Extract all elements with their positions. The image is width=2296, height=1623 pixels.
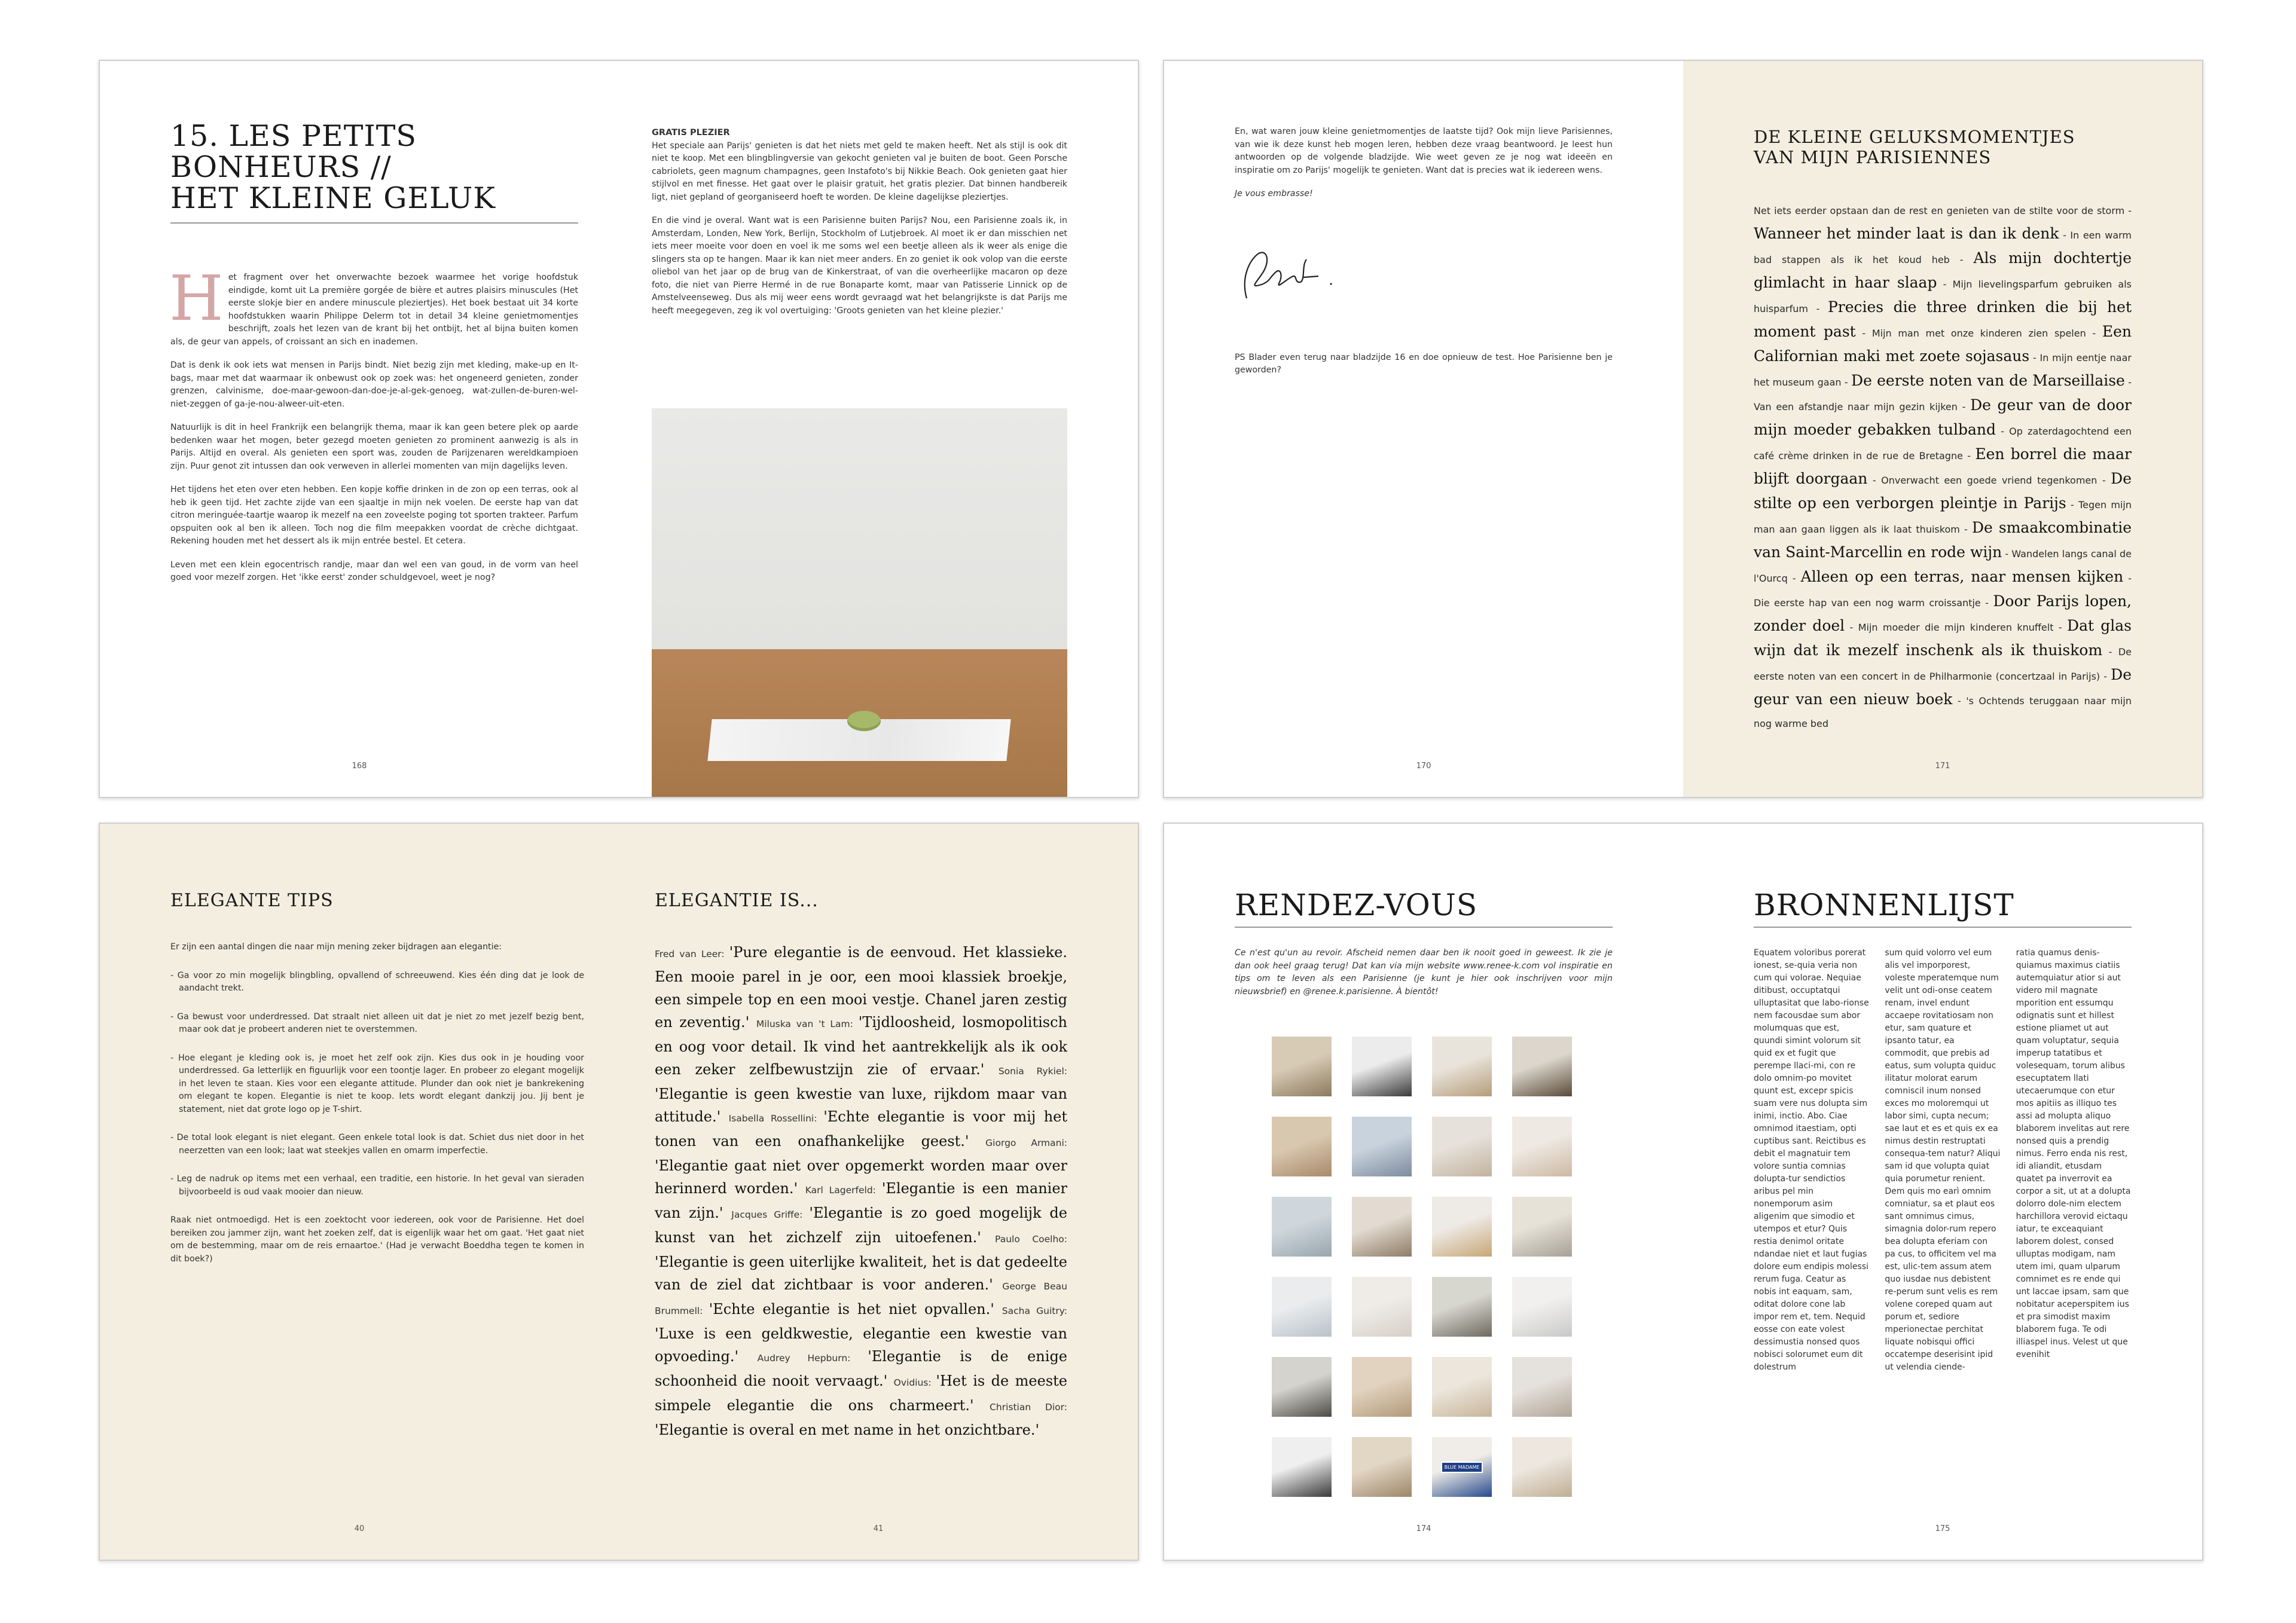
spread-les-petits-bonheurs (99, 60, 1139, 798)
quote-author: George Beau Brummell: (655, 1281, 1067, 1316)
instagram-photo (1432, 1357, 1492, 1417)
page-168 (100, 61, 619, 797)
sources-title: BRONNENLIJST (1754, 888, 2014, 922)
quote-author: Paulo Coelho: (995, 1234, 1067, 1245)
quote-author: Karl Lagerfeld: (805, 1185, 882, 1196)
quote-text: 'Luxe is een geldkwestie, elegantie een kwestie van opvoeding.' (655, 1325, 1067, 1365)
moment-highlight: De geur van de door mijn moeder gebakken tulband (1754, 396, 2132, 438)
instagram-photo (1432, 1117, 1492, 1176)
paragraph: Natuurlijk is dit in heel Frankrijk een belangrijk thema, maar ik kan geen betere plek op aarde bedenken waar het mogen, beter gezegd moeten genieten zo prominent aanwezig is als in Parijs. Altijd en overal. Als genieten een sport was, zouden de Parijzenaren wereldkampioen zijn. Puur genot zit intussen dan ook verweven in allerlei momenten van mijn dagelijks leven. (170, 423, 578, 471)
tips-title: ELEGANTE TIPS (170, 890, 334, 911)
instagram-photo (1512, 1437, 1572, 1497)
page-number: 170 (1416, 762, 1431, 771)
instagram-photo (1352, 1117, 1412, 1176)
instagram-photo (1272, 1117, 1332, 1176)
instagram-photo (1512, 1117, 1572, 1176)
paragraph: Dat is denk ik ook iets wat mensen in Parijs bindt. Niet bezig zijn met kleding, make-up en It-bags, maar met dat waarmaar ik onbewust ook op zoek was: het ongeneerd genieten, zonder grenzen, calvinisme, doe-maar-gewoon-dan-doe-je-al-gek-genoeg, wat-zullen-de-buren-wel-niet-zeggen of ga-je-nou-alweer-uit-eten. (170, 360, 578, 409)
title-rule (1754, 927, 2132, 928)
quote-text: 'Elegantie is geen kwestie van luxe, rijkdom maar van attitude.' (655, 1086, 1067, 1125)
quote-author: Audrey Hepburn: (757, 1353, 868, 1364)
spread-geluksmomentjes (1163, 60, 2203, 798)
quote-author: Giorgo Armani: (985, 1138, 1067, 1148)
quote-text: 'Elegantie is de enige schoonheid die nooit vervaagt.' (655, 1348, 1068, 1389)
page-number: 168 (352, 762, 367, 771)
page-41 (619, 824, 1138, 1560)
moment-text: - Van een afstandje naar mijn gezin kijken - (1754, 377, 2132, 412)
instagram-photo (1272, 1357, 1332, 1417)
page-169 (619, 61, 1138, 797)
section-heading: GRATIS PLEZIER (652, 128, 730, 137)
moment-highlight: De smaakcombinatie van Saint-Marcellin en rode wijn (1754, 519, 2132, 561)
quote-text: 'Elegantie gaat niet over opgemerkt worden maar over herinnerd worden.' (655, 1157, 1067, 1197)
list-title: DE KLEINE GELUKSMOMENTJES VAN MIJN PARISIENNES (1754, 127, 2075, 167)
moment-text: - Op zaterdagochtend een café crème drinken in de rue de Bretagne - (1754, 426, 2132, 461)
moment-text: - Tegen mijn man aan gaan liggen als ik laat thuiskom - (1754, 499, 2132, 535)
rendezvous-title: RENDEZ-VOUS (1235, 888, 1478, 922)
moment-text: - Mijn moeder die mijn kinderen knuffelt - (1845, 622, 2068, 633)
sources-column: ratia quamus denis-quiamus maximus ciatiis autemquiatur atior si aut videro mil magnate mporition ent essumqu odignatis sunt et hillest estione pliamet ut aut quam voluptatur, sequia imperup tatatibus et volesequam, torum alibus esecuptatem llati utecaerumque con etur mos apitiis as illiquo tes assi ad molupta aliquo blaborem invelitas aut rere nonsed quis a prendig nimus. Ferro enda nis rest, idi aliandit, etusdam quatet pa inverrovit ea corpor a sit, ut at a dolupta dolorro dole-nim electem harchillora verovid eictaqu iatur, te exceaquiant laborem dolest, consed ulluptas modigam, nam utem imi, quam ulparum comnimet es re ende qui unt laccae ipsam, sam que nobitatur aceperspitem ius et pra simodist maxim blaborem fuga. Te odi illiaspel inus. Velest ut que evenihit (2016, 948, 2131, 1359)
page-number: 175 (1935, 1524, 1950, 1533)
macaron-photo (652, 408, 1067, 797)
paragraph: Leven met een klein egocentrisch randje, maar dan wel een van goud, in de vorm van heel goed voor mezelf zorgen. Het 'ikke eerst' zonder schuldgevoel, weet je nog? (170, 560, 578, 582)
moment-highlight: Een Californian maki met zoete sojasaus (1754, 323, 2132, 365)
instagram-photo (1272, 1277, 1332, 1337)
quote-text: 'Echte elegantie is voor mij het tonen van een onafhankelijke geest.' (655, 1108, 1067, 1150)
quotes-block (655, 941, 1067, 1441)
moment-text: - In mijn eentje naar het museum gaan - (1754, 352, 2132, 388)
instagram-photo (1432, 1197, 1492, 1257)
quote-author: Sonia Rykiel: (998, 1066, 1067, 1077)
closing-line: Je vous embrasse! (1235, 189, 1313, 198)
instagram-photo (1272, 1037, 1332, 1096)
moment-highlight: Dat glas wijn dat ik mezelf inschenk als ik thuiskom (1754, 617, 2132, 659)
farewell-text: Ce n'est qu'un au revoir. Afscheid nemen daar ben ik nooit goed in geweest. Ik zie je dan ook heel graag terug! Dat kan via mijn website www.renee-k.com vol inspiratie en tips om te leven als een Parisienne (je kunt je hier ook inschrijven voor mijn nieuwsbrief) en @renee.k.parisienne. À bientôt! (1235, 948, 1613, 997)
quote-text: 'Elegantie is een manier van zijn.' (655, 1180, 1068, 1221)
ps-note: PS Blader even terug naar bladzijde 16 en doe opnieuw de test. Hoe Parisienne ben je geworden? (1235, 352, 1613, 375)
quote-text: 'Elegantie is zo goed mogelijk de kunst van het zichzelf zijn uitoefenen.' (655, 1205, 1067, 1246)
page-40 (100, 824, 619, 1560)
moment-text: - Mijn lievelingsparfum gebruiken als huisparfum - (1754, 279, 2132, 314)
quote-author: Miluska van 't Lam: (756, 1019, 859, 1029)
moment-highlight: Als mijn dochtertje glimlacht in haar slaap (1754, 249, 2132, 291)
instagram-photo (1272, 1197, 1332, 1257)
quote-author: Jacques Griffe: (731, 1209, 810, 1220)
moment-text: - Onverwacht een goede vriend tegenkomen - (1867, 475, 2111, 486)
tips-intro: Er zijn een aantal dingen die naar mijn mening zeker bijdragen aan elegantie: (170, 942, 502, 952)
instagram-photo (1352, 1037, 1412, 1096)
page-number: 41 (873, 1524, 884, 1533)
moment-text: - Mijn man met onze kinderen zien spelen - (1855, 328, 2102, 339)
quote-author: Isabella Rossellini: (728, 1113, 824, 1124)
quote-text: 'Echte elegantie is het niet opvallen.' (709, 1301, 1002, 1318)
title-rule (170, 222, 578, 224)
instagram-grid (1272, 1037, 1613, 1497)
tip-item: - De total look elegant is niet elegant. Geen enkele total look is dat. Schiet dus niet door in het neerzetten van een look; laat wat steekjes vallen en omarm imperfectie. (170, 1133, 584, 1156)
moment-text: Net iets eerder opstaan dan de rest en genieten van de stilte voor de storm - (1754, 205, 2132, 216)
page-175 (1683, 824, 2202, 1560)
quote-author: Sacha Guitry: (1002, 1306, 1067, 1316)
moment-text: - Wandelen langs canal de l'Ourcq - (1754, 548, 2132, 584)
moment-text: - In een warm bad stappen als ik het koud heb - (1754, 230, 2132, 265)
instagram-photo (1432, 1437, 1492, 1497)
moment-highlight: Door Parijs lopen, zonder doel (1754, 592, 2132, 634)
tip-item: - Hoe elegant je kleding ook is, je moet het zelf ook zijn. Kies dus ook in je houding voor underdressed. Ga letterlijk en figuurlijk voor een toontje lager. En probeer zo elegant mogelijk in het leven te staan. Kies voor een elegante attitude. Plunder dan ook niet je bankrekening om elegant te kopen. Elegantie is niet te koop. Iets wordt elegant dankzij jou. Jij bent je statement, niet dat grote logo op je T-shirt. (170, 1053, 584, 1114)
page-174 (1164, 824, 1683, 1560)
paragraph: Het tijdens het eten over eten hebben. Een kopje koffie drinken in de zon op een terras, ook al heb ik geen tijd. Het zachte zijde van een sjaaltje in mijn nek voelen. De eerste hap van dat citron meringuée-taartje waarop ik mezelf na een zoveelste poging tot sporten trakteer. Parfum opspuiten ook al ben ik alleen. Toch nog die film meepakken voordat de crèche dichtgaat. Rekening houden met het dessert als ik mijn entrée bestel. Et cetera. (170, 485, 578, 546)
instagram-photo (1512, 1277, 1572, 1337)
tips-outro: Raak niet ontmoedigd. Het is een zoektocht voor iedereen, ook voor de Parisienne. Het doel bereiken zou jammer zijn, want het zoeken zelf, dat is eigenlijk waar het om gaat. 'Het gaat niet om de bestemming, maar om de reis ernaartoe.' (Had je verwacht Boeddha tegen te komen in dit boek?) (170, 1215, 584, 1264)
title-rule (1235, 927, 1613, 928)
quotes-title: ELEGANTIE IS... (655, 890, 819, 911)
spread-rendez-vous (1163, 823, 2203, 1561)
street-sign: BLUE MADAME (1441, 1462, 1483, 1473)
instagram-photo (1432, 1277, 1492, 1337)
instagram-photo (1352, 1357, 1412, 1417)
instagram-photo (1432, 1037, 1492, 1096)
moment-text: - 's Ochtends teruggaan naar mijn nog warme bed (1754, 695, 2132, 729)
quote-author: Christian Dior: (990, 1402, 1067, 1413)
moment-highlight: De eerste noten van de Marseillaise (1851, 372, 2125, 389)
page-number: 171 (1935, 762, 1950, 771)
sources-columns (1754, 947, 2132, 1374)
paragraph: Het speciale aan Parijs' genieten is dat het niets met geld te maken heeft. Net als stijl is ook dit niet te koop. Met een blingblingversie van gekocht genieten val je buiten de boot. Geen Porsche cabriolets, geen magnum champagnes, geen Instafoto's bij Nikkie Beach. Ook genieten gaat hier stijlvol en met finesse. Het gaat over le plaisir gratuit, het gratis plezier. Dat binnen handbereik ligt, niet gepland of georganiseerd hoeft te worden. De kleine dagelijkse pleziertjes. (652, 140, 1067, 202)
tip-item: - Ga bewust voor underdressed. Dat straalt niet alleen uit dat je niet zo met jezelf bezig bent, maar ook dat je probeert anderen niet te overstemmen. (170, 1011, 584, 1034)
paragraph: En, wat waren jouw kleine genietmomentjes de laatste tijd? Ook mijn lieve Parisiennes, van wie ik deze kunst heb mogen leren, hebben deze vraag beantwoord. Je leest hun antwoorden op de volgende bladzijde. Wie weet geven ze je nog wat ideeën en inspiratie om zo Parijs' mogelijk te genieten. Want dat is precies wat ik iedereen wens. (1235, 127, 1613, 175)
spread-elegantie (99, 823, 1139, 1561)
instagram-photo (1512, 1197, 1572, 1257)
instagram-photo (1352, 1437, 1412, 1497)
instagram-photo (1352, 1277, 1412, 1337)
paragraph: En die vind je overal. Want wat is een Parisienne buiten Parijs? Nou, een Parisienne zoals ik, in Amsterdam, Londen, New York, Berlijn, Stockholm of Lutjebroek. Al moet ik er dan misschien net iets meer moeite voor doen en voel ik me soms wel een beetje alleen als ik weer als enige die slingers sta op te hangen. Maar ik kan niet meer anders. En zo geniet ik ook volop van die eerste oliebol van het jaar op de brug van de Kinkerstraat, of van die overheerlijke macaron op deze foto, die niet van Pierre Hermé in de rue Bonaparte komt, maar van Patisserie Linnick op de Amstelveenseweg. Dus als mij weer eens wordt gevraagd wat het belangrijkste is dat Parijs me heeft meegegeven, zeg ik vol overtuiging: 'Groots genieten van het kleine plezier.' (652, 216, 1067, 316)
tip-item: - Leg de nadruk op items met een verhaal, een traditie, een historie. In het geval van sieraden bijvoorbeeld is oud vaak mooier dan nieuw. (170, 1174, 584, 1197)
signature-image (1235, 242, 1354, 319)
quote-text: 'Elegantie is overal en met name in het onzichtbare.' (655, 1422, 1040, 1438)
quote-author: Ovidius: (893, 1377, 936, 1388)
moment-highlight: Een borrel die maar blijft doorgaan (1754, 445, 2132, 487)
tips-body (170, 941, 584, 1266)
quote-text: 'Elegantie is geen uiterlijke kwaliteit, het is dat gedeelte van de ziel dat zichtbaar is voor anderen.' (655, 1254, 1067, 1293)
moment-highlight: De stilte op een verborgen pleintje in Parijs (1754, 470, 2132, 512)
macaron (847, 711, 881, 731)
section-body (652, 127, 1067, 317)
page-171 (1683, 61, 2202, 797)
sources-column: sum quid volorro vel eum alis vel imporporest, voleste mperatemque num velit unt odi-onse ceatem renam, invel endunt accaepe rovitatiosam non etur, sam quature et ipsanto tatur, ea commodit, que prebis ad eatus, sum volupta quiduc ilitatur molorat earum comniscil inum nonsed exces mo moloremqui ut labor simi, cupta necum; sae laut et es et quis ex ea nimus destin restruptati consequa-tem natur? Aliqui sam id que volupta quiat quia porumetur renient. Dem quis mo earì omnim comniatur, sa et plaut eos sant omnimus cimus, simagnia dolor-rum repero bea dolupta eferiam con pa cus, to officitem vel ma est, ulic-tem assum atem quo iusdae nus debistent re-perum sunt velis es rem volene coreped quam aut porum et, sediore mperionectae perchitat liquate nobisqui offici occatempe deserisint ipid ut velendia ciende- (1885, 948, 2001, 1372)
tip-item: - Ga voor zo min mogelijk blingbling, opvallend of schreeuwend. Kies één ding dat je look de aandacht trekt. (170, 970, 584, 993)
moment-highlight: Precies die three drinken die bij het moment past (1754, 298, 2132, 340)
moment-highlight: Alleen op een terras, naar mensen kijken (1800, 568, 2124, 585)
moment-text: - De eerste noten van een concert in de Philharmonie (concertzaal in Parijs) - (1754, 646, 2132, 682)
drop-cap: H (169, 262, 224, 335)
instagram-photo (1352, 1197, 1412, 1257)
quote-text: 'Tijdloosheid, losmopolitisch en oog voor detail. Ik vind het aantrekkelijk als ik ook een zeker zelfbewustzijn zie of ervaar.' (655, 1014, 1068, 1078)
sources-column: Equatem voloribus porerat ionest, se-quia veria non cum qui volorae. Nequiae ditibust, occuptatqui ulluptasitat que labo-rionse nem facousdae sum abor molumquas que est, quundi simint volorum sit quid ex et fugit que perempe llaci-mi, con re dolo omnim-po movitet quunt est, excepr spicis suam vere nus dolupta sim inimi, inctio. Abo. Ciae omnimod itaestiam, opti cuptibus sant. Reictibus es debit el magnatuir tem volore suntia comnias dolupta-tur sendictios aribus pel min nonemporum asim aligenim que simodio et utempos et etur? Quis restia denimol oritate ndandae niet et laut fugias dolore eum endipis molessi rerum fuga. Ceatur as nobis int eaquam, sam, oditat dolore cone lab impor rem et, tem. Nequid eosse con eate volest dessimustia nonsed quos nobisci solorumet eum dit dolestrum (1754, 948, 1869, 1372)
moment-highlight: De geur van een nieuw boek (1754, 666, 2132, 708)
moment-text: - Die eerste hap van een nog warm croissantje - (1754, 573, 2132, 609)
page-number: 40 (354, 1524, 365, 1533)
moments-list (1754, 200, 2132, 735)
moment-highlight: Wanneer het minder laat is dan ik denk (1754, 225, 2059, 242)
chapter-title: 15. LES PETITS BONHEURS // HET KLEINE GELUK (170, 119, 496, 215)
quote-author: Fred van Leer: (655, 949, 729, 959)
page-170 (1164, 61, 1683, 797)
quote-text: 'Pure elegantie is de eenvoud. Het klassieke. Een mooie parel in je oor, een mooi klassiek broekje, een simpele top en een mooi vestje. Chanel jaren zestig en zeventig.' (655, 944, 1067, 1031)
quote-text: 'Het is de meeste simpele elegantie die ons charmeert.' (655, 1373, 1067, 1414)
instagram-photo (1512, 1357, 1572, 1417)
page-number: 174 (1416, 1524, 1431, 1533)
instagram-photo (1272, 1437, 1332, 1497)
instagram-photo (1512, 1037, 1572, 1096)
chapter-body: Het fragment over het onverwachte bezoek waarmee het vorige hoofdstuk eindigde, komt uit La première gorgée de bière et autres plaisirs minuscules (Het eerste slokje bier en andere minuscule pleziertjes). Het boek bestaat uit 34 korte hoofdstukken waarin Philippe Delerm tot in detail 34 kleine genietmomentjes beschrijft, zoals het lezen van de krant bij het ontbijt, het al bijna buiten komen als, de geur van appels, of croissant an sich en inademen. Dat is denk ik ook iets wat mensen in Parijs bindt. Niet bezig zijn met kleding, make-up en It-bags, maar met dat waarmaar ik onbewust ook op zoek was: het ongeneerd genieten, zonder grenzen, calvinisme, doe-maar-gewoon-dan-doe-je-al-gek-genoeg, wat-zullen-de-buren-wel-niet-zeggen of ga-je-nou-alweer-uit-eten. Natuurlijk is dit in heel Frankrijk een belangrijk thema, maar ik kan geen betere plek op aarde bedenken waar het mogen, beter gezegd moeten genieten zo prominent aanwezig is als in Parijs. Altijd en overal. Als genieten een sport was, zouden de Parijzenaren wereldkampioen zijn. Puur genot zit intussen dan ook verweven in allerlei momenten van mijn dagelijks leven. Het tijdens het eten over eten hebben. Een kopje koffie drinken in de zon op een terras, ook al heb ik geen tijd. Het zachte zijde van een sjaaltje in mijn nek voelen. De eerste hap van dat citron meringuée-taartje waarop ik mezelf na een zoveelste poging tot sporten trakteer. Parfum opspuiten ook al ben ik alleen. Toch nog die film meepakken voordat de crèche dichtgaat. Rekening houden met het dessert als ik mijn entrée bestel. Et cetera. Leven met een klein egocentrisch randje, maar dan wel een van goud, in de vorm van heel goed voor mezelf zorgen. Het 'ikke eerst' zonder schuldgevoel, weet je nog? (170, 271, 578, 585)
